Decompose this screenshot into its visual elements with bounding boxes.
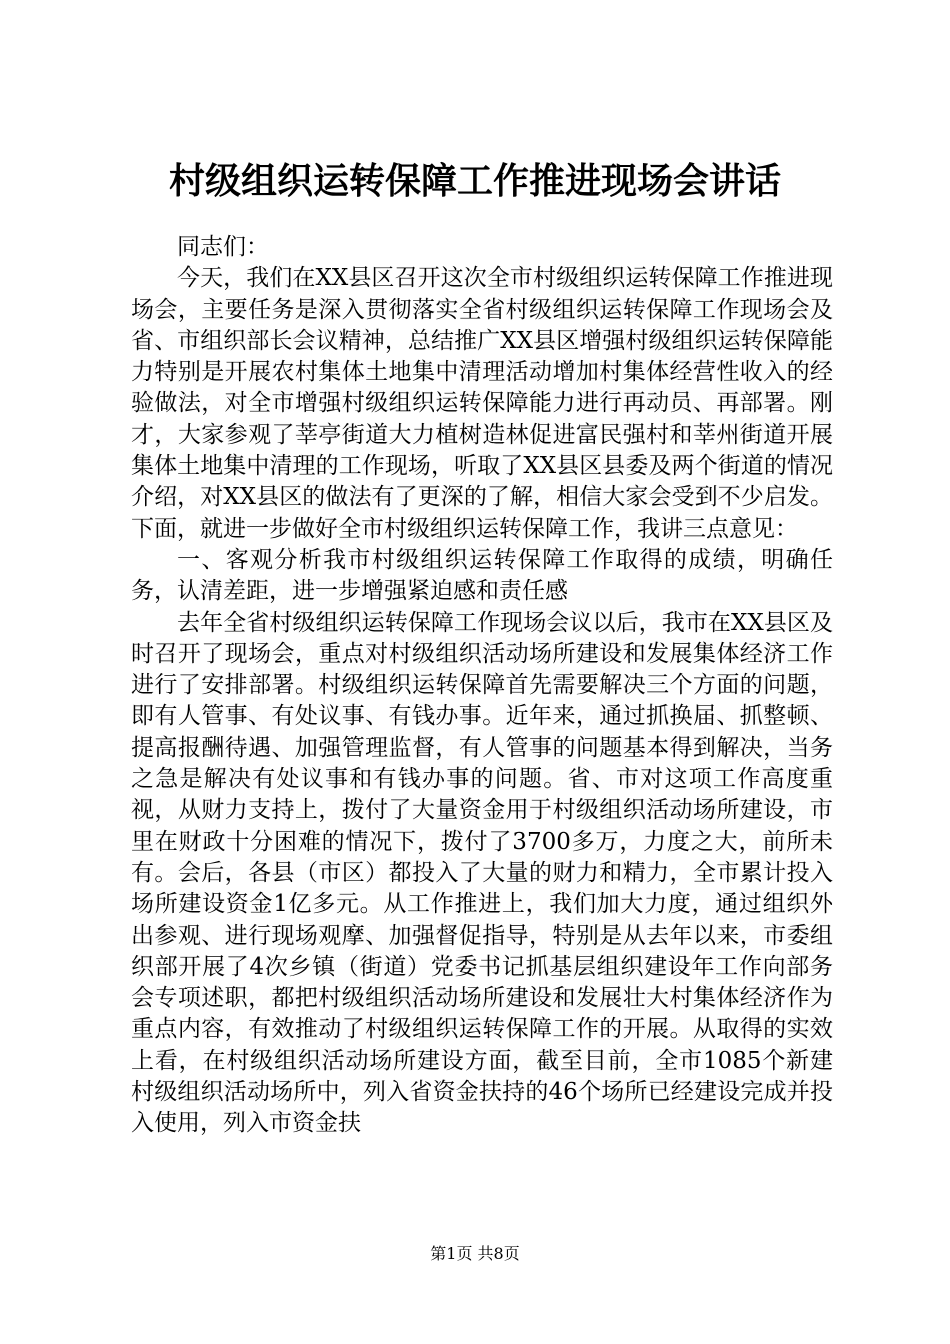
section-heading-1: 一、客观分析我市村级组织运转保障工作取得的成绩，明确任务，认清差距，进一步增强紧迫感和责任感 xyxy=(131,546,833,605)
intro-paragraph: 今天，我们在XX县区召开这次全市村级组织运转保障工作推进现场会，主要任务是深入贯彻落实全省村级组织运转保障工作现场会及省、市组织部长会议精神，总结推广XX县区增强村级组织运转保障能力特别是开展农村集体土地集中清理活动增加村集体经营性收入的经验做法，对全市增强村级组织运转保障能力进行再动员、再部署。刚才，大家参观了莘亭街道大力植树造林促进富民强村和莘州街道开展集体土地集中清理的工作现场，听取了XX县区县委及两个街道的情况介绍，对XX县区的做法有了更深的了解，相信大家会受到不少启发。下面，就进一步做好全市村级组织运转保障工作，我讲三点意见： xyxy=(131,265,833,542)
document-title: 村级组织运转保障工作推进现场会讲话 xyxy=(168,160,781,202)
body-paragraph: 去年全省村级组织运转保障工作现场会议以后，我市在XX县区及时召开了现场会，重点对村级组织活动场所建设和发展集体经济工作进行了安排部署。村级组织运转保障首先需要解决三个方面的问题，即有人管事、有处议事、有钱办事。近年来，通过抓换届、抓整顿、提高报酬待遇、加强管理监督，有人管事的问题基本得到解决，当务之急是解决有处议事和有钱办事的问题。省、市对这项工作高度重视，从财力支持上，拨付了大量资金用于村级组织活动场所建设，市里在财政十分困难的情况下，拨付了3700多万，力度之大，前所未有。会后，各县（市区）都投入了大量的财力和精力，全市累计投入场所建设资金1亿多元。从工作推进上，我们加大力度，通过组织外出参观、进行现场观摩、加强督促指导，特别是从去年以来，市委组织部开展了4次乡镇（街道）党委书记抓基层组织建设年工作向部务会专项述职，都把村级组织活动场所建设和发展壮大村集体经济作为重点内容，有效推动了村级组织运转保障工作的开展。从取得的实效上看，在村级组织活动场所建设方面，截至目前，全市1085个新建村级组织活动场所中，列入省资金扶持的46个场所已经建设完成并投入使用，列入市资金扶 xyxy=(131,609,833,1137)
page-footer: 第1页 共8页 xyxy=(430,1244,520,1263)
salutation-paragraph: 同志们： xyxy=(177,234,269,260)
document-body xyxy=(131,232,833,1140)
